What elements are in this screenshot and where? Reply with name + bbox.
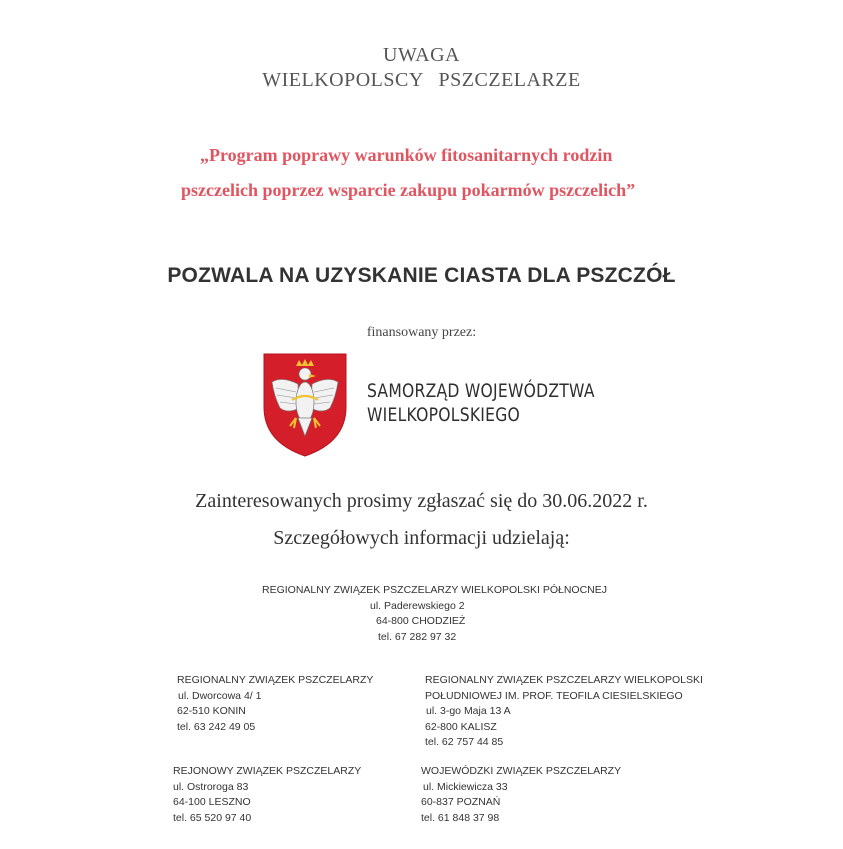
coat-of-arms-eagle-icon: [262, 352, 348, 458]
contact-street: ul. Ostroroga 83: [173, 780, 249, 793]
header-title: UWAGA: [383, 44, 460, 66]
program-title-line2: pszczelich poprzez wsparcie zakupu pokarmów pszczelich”: [181, 180, 636, 200]
contact-block-south: [425, 673, 703, 751]
contact-phone: tel. 61 848 37 98: [421, 811, 500, 824]
contact-street: ul. Mickiewicza 33: [423, 780, 508, 793]
contact-street: ul. Dworcowa 4/ 1: [178, 689, 262, 702]
funder-name-line1: SAMORZĄD WOJEWÓDZTWA: [367, 380, 595, 402]
contact-name: REJONOWY ZWIĄZEK PSZCZELARZY: [173, 765, 362, 777]
contact-phone: tel. 65 520 97 40: [173, 811, 252, 824]
headline: POZWALA NA UZYSKANIE CIASTA DLA PSZCZÓŁ: [167, 264, 676, 287]
contact-phone: tel. 67 282 97 32: [378, 630, 457, 643]
contact-name: WOJEWÓDZKI ZWIĄZEK PSZCZELARZY: [421, 765, 622, 777]
contact-city: 64-800 CHODZIEŻ: [376, 615, 466, 627]
deadline-notice: Zainteresowanych prosimy zgłaszać się do 30.06.2022 r.: [195, 490, 648, 512]
contact-city: 64-100 LESZNO: [173, 796, 251, 808]
contact-city: 62-510 KONIN: [177, 705, 246, 717]
contact-name: POŁUDNIOWEJ IM. PROF. TEOFILA CIESIELSKIEGO: [425, 689, 683, 702]
funded-by-label: finansowany przez:: [366, 325, 477, 340]
contact-block-konin: [177, 673, 373, 735]
contact-phone: tel. 62 757 44 85: [425, 736, 504, 748]
contact-phone: tel. 63 242 49 05: [177, 720, 256, 733]
info-notice: Szczegółowych informacji udzielają:: [273, 527, 570, 549]
funder-name-line2: WIELKOPOLSKIEGO: [367, 404, 521, 426]
contact-street: ul. Paderewskiego 2: [370, 599, 465, 612]
contact-street: ul. 3-go Maja 13 A: [426, 705, 511, 717]
contact-block-north: [262, 583, 607, 645]
contact-name: REGIONALNY ZWIĄZEK PSZCZELARZY: [177, 674, 374, 686]
contact-block-poznan: [421, 764, 621, 826]
contact-city: 60-837 POZNAŃ: [421, 796, 501, 808]
contact-name: REGIONALNY ZWIĄZEK PSZCZELARZY WIELKOPOLSKI: [425, 674, 703, 686]
header-subtitle: WIELKOPOLSCY PSZCZELARZE: [262, 69, 581, 91]
contact-block-leszno: [173, 764, 361, 826]
contact-name: REGIONALNY ZWIĄZEK PSZCZELARZY WIELKOPOLSKI PÓŁNOCNEJ: [262, 584, 608, 596]
program-title-line1: „Program poprawy warunków fitosanitarnych rodzin: [200, 145, 613, 165]
contact-city: 62-800 KALISZ: [425, 720, 497, 733]
